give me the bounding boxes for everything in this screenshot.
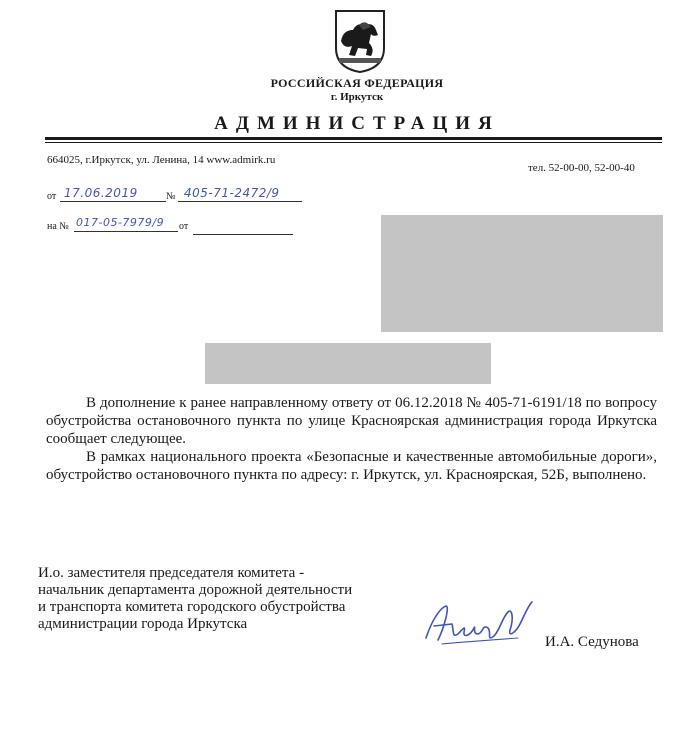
position-line-2: начальник департамента дорожной деятельности: [38, 582, 353, 598]
redacted-subject: [205, 343, 491, 384]
body-paragraph-1: В дополнение к ранее направленному ответу от 06.12.2018 № 405-71-6191/18 по вопросу обустройства остановочного пункта по улице Красноярская администрация города Иркутска сообщает следующее.: [46, 395, 657, 447]
address-line: 664025, г.Иркутск, ул. Ленина, 14 www.admirk.ru: [47, 154, 276, 166]
letter-body: [46, 394, 657, 484]
coat-of-arms-icon: [333, 8, 387, 74]
signatory-name: И.А. Седунова: [545, 634, 639, 650]
reply-date-label: от: [179, 221, 189, 232]
number-label: №: [166, 191, 176, 202]
signatory-position: [38, 565, 352, 633]
from-date-line: [60, 186, 166, 202]
header-rule-thick: [45, 137, 662, 140]
document-title: АДМИНИСТРАЦИЯ: [214, 113, 500, 134]
from-date: 17.06.2019: [64, 186, 138, 200]
number-line: [178, 186, 302, 202]
reply-number: 017-05-7979/9: [76, 216, 165, 229]
country-name: РОССИЙСКАЯ ФЕДЕРАЦИЯ: [270, 76, 444, 90]
header-rule-thin: [45, 142, 662, 143]
phone-line: тел. 52-00-00, 52-00-40: [528, 162, 635, 174]
position-line-4: администрации города Иркутска: [38, 616, 248, 632]
from-label: от: [47, 191, 57, 202]
city-name: г. Иркутск: [330, 91, 384, 103]
reply-date-line: [193, 219, 293, 235]
reply-number-line: [74, 216, 178, 232]
redacted-recipient: [381, 215, 663, 332]
outgoing-number: 405-71-2472/9: [184, 186, 280, 200]
position-line-3: и транспорта комитета городского обустройства: [38, 599, 346, 615]
position-line-1: И.о. заместителя председателя комитета -: [38, 565, 305, 581]
body-paragraph-2: В рамках национального проекта «Безопасные и качественные автомобильные дороги», обустройство остановочного пункта по адресу: г. Иркутск, ул. Красноярская, 52Б, выполнено.: [46, 449, 657, 483]
reply-label: на №: [47, 221, 69, 232]
handwritten-signature-icon: [422, 598, 536, 650]
